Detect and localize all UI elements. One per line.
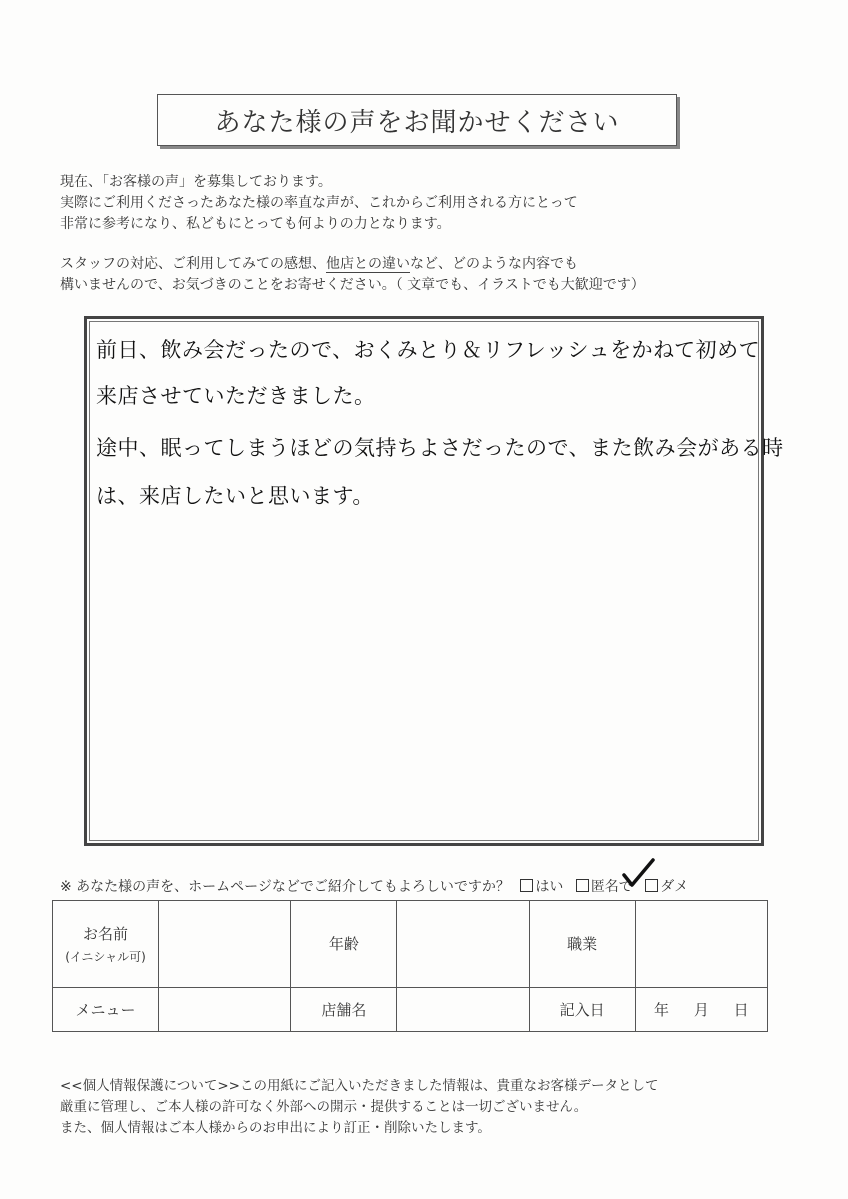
day-label: 日	[733, 1000, 749, 1019]
checkbox-yes[interactable]	[520, 879, 533, 892]
checkbox-anonymous[interactable]	[576, 879, 589, 892]
name-label-cell	[53, 901, 159, 988]
store-label: 店舗名	[291, 987, 397, 1031]
age-field[interactable]	[397, 901, 529, 988]
name-field[interactable]	[159, 901, 291, 988]
consent-question	[60, 876, 688, 896]
intro-paragraph-2	[60, 254, 645, 296]
option-anonymous-label: 匿名で	[590, 879, 633, 895]
intro-line-4-end: など、どのような内容でも	[410, 256, 578, 272]
handwritten-line-1: 前日、飲み会だったので、おくみとり＆リフレッシュをかねて初めて	[96, 338, 761, 362]
option-no-label: ダメ	[660, 879, 689, 895]
intro-paragraph-1	[60, 172, 578, 235]
name-sub-label: (イニシャル可)	[65, 949, 146, 964]
privacy-line-1: <<個人情報保護について>>この用紙にご記入いただきました情報は、貴重なお客様データとして	[60, 1078, 659, 1094]
intro-line-1: 現在、「お客様の声」を募集しております。	[60, 174, 332, 190]
menu-field[interactable]	[159, 987, 291, 1031]
privacy-line-3: また、個人情報はご本人様からのお申出により訂正・削除いたします。	[60, 1120, 491, 1136]
consent-question-text: ※ あなた様の声を、ホームページなどでご紹介してもよろしいですか？	[60, 879, 510, 895]
option-yes[interactable]	[520, 879, 563, 895]
store-field[interactable]	[397, 987, 529, 1031]
page-title: あなた様の声をお聞かせください	[157, 94, 677, 146]
year-label: 年	[654, 1000, 670, 1019]
date-label: 記入日	[529, 987, 635, 1031]
underlined-phrase: 他店との違い	[326, 256, 410, 272]
intro-line-4	[60, 254, 645, 275]
date-field[interactable]	[635, 987, 767, 1031]
name-label: お名前	[83, 924, 129, 943]
privacy-line-2: 厳重に管理し、ご本人様の許可なく外部への開示・提供することは一切ございません。	[60, 1099, 588, 1115]
month-label: 月	[693, 1000, 709, 1019]
option-yes-label: はい	[535, 879, 564, 895]
table-row	[53, 901, 768, 988]
privacy-notice	[60, 1076, 658, 1139]
customer-info-table	[52, 900, 768, 1032]
checkmark-icon	[620, 858, 656, 888]
age-label: 年齢	[291, 901, 397, 988]
job-field[interactable]	[635, 901, 767, 988]
menu-label: メニュー	[53, 987, 159, 1031]
table-row	[53, 987, 768, 1031]
intro-line-4-start: スタッフの対応、ご利用してみての感想、	[60, 256, 326, 272]
intro-line-5: 構いませんので、お気づきのことをお寄せください。（ 文章でも、イラストでも大歓迎です）	[60, 277, 645, 293]
intro-line-2: 実際にご利用くださったあなた様の率直な声が、これからご利用される方にとって	[60, 195, 578, 211]
handwritten-line-3: 途中、眠ってしまうほどの気持ちよさだったので、また飲み会がある時	[96, 436, 784, 460]
job-label: 職業	[529, 901, 635, 988]
handwritten-line-2: 来店させていただきました。	[96, 384, 376, 408]
handwritten-line-4: は、来店したいと思います。	[96, 484, 374, 508]
intro-line-3: 非常に参考になり、私どもにとっても何よりの力となります。	[60, 216, 451, 232]
